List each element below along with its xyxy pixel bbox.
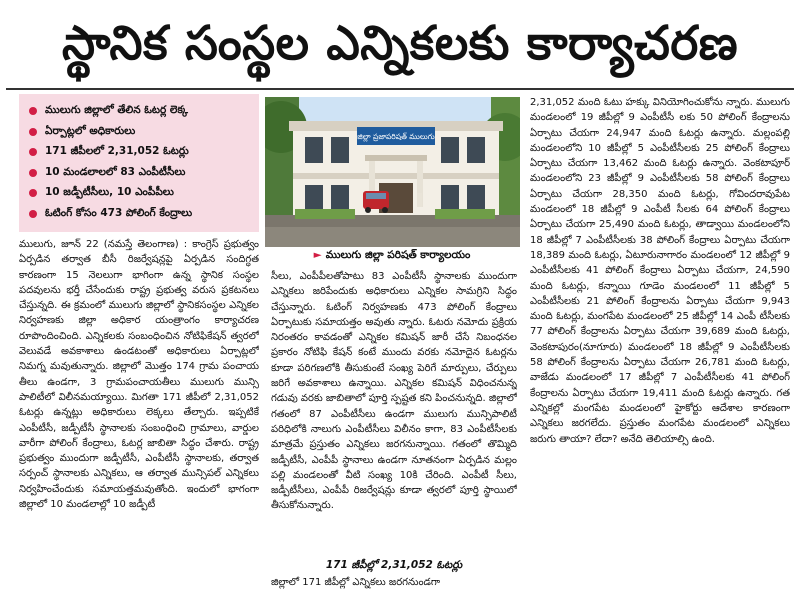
headline: స్థానిక సంస్థల ఎన్నికలకు కార్యాచరణ [61, 16, 739, 71]
article-column-2: సీలు, ఎంపీపీలతోపాటు 83 ఎంపీటీసీ స్థానాలకు ముందుగా ఎన్నికలు జరిపేందుకు అధికారులు ఎన్నికల సామగ్రిని సిద్ధం చేస్తున్నారు. ఓటింగ్ నిర్వహణకు 473 పోలింగ్ కేంద్రాలు ఏర్పాటుకు సమాయత్తం అవుతు న్నారు. ఓటరు నమోదు ప్రక్రియ నిరంతరం కావడంతో ఎన్నికల కమిషన్ జారీ చేసే నిబంధనల ప్రకారం నోటిఫి కేషన్ కంటే ముందు వరకు నమోదైన ఓటర్లను కూడా పరిగణలోకి తీసుకుంటే సంఖ్య పెరిగే మార్పులు, చేర్పులు జరిగే అవకాశాలు ఉన్నాయి. ఎన్నికల కమిషన్ విధించనున్న గడువు వరకు జాబితాలో పూర్తి స్పష్టత కని పించనున్నది. జిల్లాలో గతంలో 87 ఎంపీటీసీలు ఉండగా ములుగు మున్సిపాలిటీ పరిధిలోకి నాలుగు ఎంపీటీసీలు విలీనం కాగా, 83 ఎంపీటీసీలకు మాత్రమే ప్రస్తుతం ఎన్నికలు జరగనున్నాయి. గతంలో తొమ్మిది జడ్పీటీసీ, ఎంపీపీ స్థానాలు ఉండగా నూతనంగా ఏర్పడిన మల్లం పల్లి మండలంతో వీటి సంఖ్య 10కి చేరింది. ఎంపీటీ సీలు, జడ్పీటీసీలు, ఎంపీపీ రిజర్వేషన్లు కూడా త్వరలో పూర్తి స్థాయిలో తీసుకోనున్నారు. [271, 271, 517, 512]
headline-rule [6, 88, 794, 90]
bullet-icon [29, 169, 37, 177]
photo-caption: ► ములుగు జిల్లా పరిషత్ కార్యాలయం [313, 249, 471, 261]
highlights-box [19, 94, 259, 232]
article-column-1: ములుగు, జూన్ 22 (నమస్తే తెలంగాణ) : కాంగ్రెస్ ప్రభుత్వం ఏర్పడిన తర్వాత బీసీ రిజర్వేషన్లపై ఏర్పడిన సందిగ్ధత కారణంగా 15 నెలలుగా భాగింగా ఉన్న స్థానిక సంస్థల పదవులను భర్తీ చేసేందుకు రాష్ట్ర ప్రభుత్వ వరుస ప్రకటనలు చేస్తున్నది. ఈ క్రమంలో ములుగు జిల్లాలో స్థానికసంస్థల ఎన్నికల నిర్వహణకు జిల్లా అధికార యంత్రాంగం కార్యాచరణ రూపొందించింది. ఎన్నికలకు సంబంధించిన నోటిఫికేషన్ త్వరలో వెలువడే అవకాశాలు ఉండటంతో అధికారులు ఏర్పాట్లలో నిమగ్న మవుతున్నారు. జిల్లాలో మొత్తం 174 గ్రామ పంచాయ తీలు ఉండగా, 3 గ్రామపంచాయతీలు ములుగు మున్సి పాలిటీలో విలీనమయ్యాయి. మిగతా 171 జీపీలో 2,31,052 ఓటర్లు ఉన్నట్లు అధికారులు లెక్కలు తేల్చారు. ఇప్పటికే ఎంపీటీసీ, జడ్పీటీసీ స్థానాలకు సంబంధించి గ్రామాలు, వార్డుల వారీగా పోలింగ్ కేంద్రాలు, ఓటర్ల జాబితా సిద్ధం చేశారు. రాష్ట్ర ప్రభుత్వం ముందుగా జడ్పీటీసీ, ఎంపీటీసీ స్థానాలకు, తర్వాత సర్పంచ్ స్థానాలకు ఎన్నికలు, ఆ తర్వాత మున్సిపల్ ఎన్నికలు నిర్వహించేందుకు సమాయత్తమవుతోంది. ఇందులో భాగంగా జిల్లాలో 10 మండలాల్లో 10 జడ్పీటీ [19, 239, 259, 511]
office-building-image [265, 97, 520, 247]
highlight-item: ములుగు జిల్లాలో తేలిన ఓటర్ల లెక్క [29, 100, 253, 121]
bullet-icon [29, 148, 37, 156]
highlight-item: 10 జడ్పీటీసీలు, 10 ఎంపీపీలు [29, 182, 253, 203]
highlight-item: 10 మండలాలలో 83 ఎంపీటీసీలు [29, 162, 253, 183]
caption-arrow-icon: ► [313, 249, 322, 261]
article-column-2-continued: జిల్లాలో 171 జీపీల్లో ఎన్నికలు జరగనుండగా [271, 577, 441, 588]
highlight-item: ఏర్పాట్లలో అధికారులు [29, 121, 253, 142]
article-column-3: 2,31,052 మంది ఓటు హక్కు వినియోగించుకోను న్నారు. ములుగు మండలంలో 19 జీపీల్లో 9 ఎంపీటీసీ లకు 50 పోలింగ్ కేంద్రాలను ఏర్పాటు చేయగా 24,947 మంది ఓటర్లు ఉన్నారు. మల్లంపల్లి మండలంలోని 10 జీపీల్లో 5 ఎంపీటీసీలకు 25 పోలింగ్ కేంద్రాలు ఏర్పాటు చేయగా 13,462 మంది ఓటర్లు ఉన్నారు. వెంకటాపూర్ మండలంలోని 23 జీపీల్లో 9 ఎంపీటీసీలకు 58 పోలింగ్ కేంద్రాలు ఏర్పాటు చేయగా 28,350 మంది ఓటర్లు, గోవిందరావుపేట మండలంలో 18 జీపీల్లో 9 ఎంపీటీ సీలకు 64 పోలింగ్ కేంద్రాలు ఏర్పాటు చేయగా 25,490 మంది ఓటర్లు, తాడ్వాయి మండలంలోని 18 జీపీల్లో 7 ఎంపీటీసీలకు 38 పోలింగ్ కేంద్రాలు ఏర్పాటు చేయగా 18,389 మంది ఓటర్లు, ఏటూరునాగారం మండలంలో 12 జీపీల్లో 9 ఎంపీటీసీలకు 41 పోలింగ్ కేంద్రాలు ఏర్పాటు చేయగా, 24,590 మంది ఓటర్లు, కన్నాయి గూడెం మండలంలో 11 జీపీల్లో 5 ఎంపీటీసీలకు 21 పోలింగ్ కేంద్రాలను ఏర్పాటు చేయగా 9,943 మంది ఓటర్లు, మంగపేట మండలంలో 25 జీపీల్లో 14 ఎంపీ టీసీలకు 77 పోలింగ్ కేంద్రాలను ఏర్పాటు చేయగా 39,689 మంది ఓటర్లు, వెంకటాపురం(నూగూరు) మండలంలో 18 జీపీల్లో 9 ఎంపీటీసీలకు 58 పోలింగ్ కేంద్రాలను ఏర్పాటు చేయగా 26,781 మంది ఓటర్లు, వాజేడు మండలంలో 17 జీపీల్లో 7 ఎంపీటీసీలకు 41 పోలింగ్ కేంద్రాలను ఏర్పాటు చేయగా 19,411 మంది ఓటర్లు ఉన్నారు. గత ఎన్నికల్లో మంగపేట మండలంలో హైకోర్టు ఆదేశాల కారణంగా ఎన్నికలు జరగలేదు. ప్రస్తుతం మంగపేట మండలంలో ఎన్నికలు జరుగు తాయా? లేదా? అనేది తెలియాల్సి ఉంది. [530, 97, 790, 445]
article-subheading: 171 జీపీల్లో 2,31,052 ఓటర్లు [325, 559, 463, 571]
bullet-icon [29, 189, 37, 197]
bullet-icon [29, 128, 37, 136]
office-sign: జిల్లా ప్రజాపరిషత్ ములుగు [357, 132, 435, 141]
bullet-icon [29, 210, 37, 218]
bullet-icon [29, 107, 37, 115]
office-photo [265, 97, 520, 247]
highlight-item: 171 జీపీలలో 2,31,052 ఓటర్లు [29, 141, 253, 162]
highlight-item: ఓటింగ్ కోసం 473 పోలింగ్ కేంద్రాలు [29, 203, 253, 224]
